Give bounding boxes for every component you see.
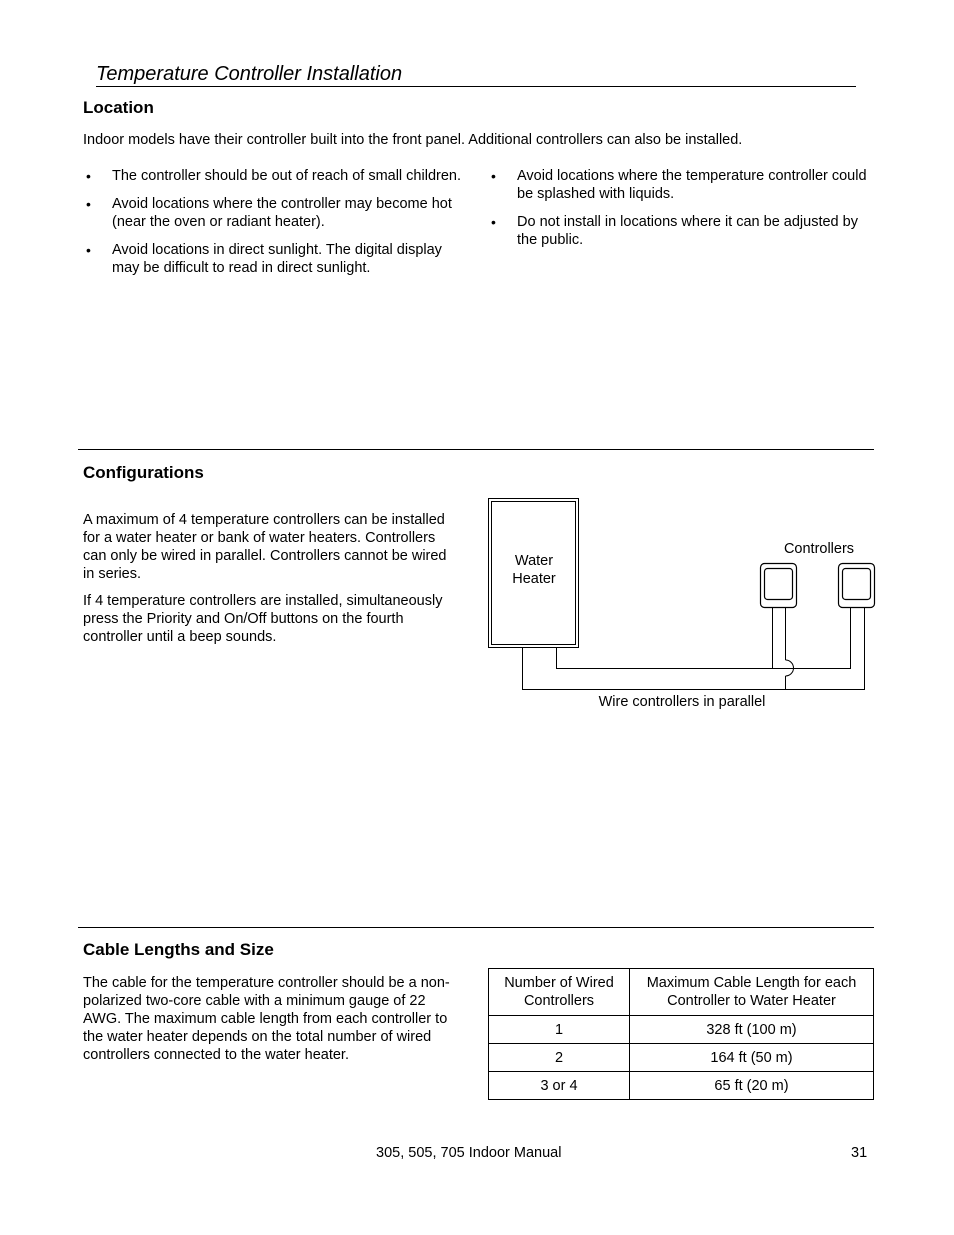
table-cell: 164 ft (50 m) <box>630 1044 874 1072</box>
table-cell: 1 <box>489 1016 630 1044</box>
table-row <box>489 1072 874 1100</box>
wires <box>523 608 865 690</box>
controller-1-display <box>765 569 793 600</box>
table-cell: 328 ft (100 m) <box>630 1016 874 1044</box>
location-intro: Indoor models have their controller built into the front panel. Additional controllers can also be installed. <box>83 132 743 148</box>
configurations-para-1: A maximum of 4 temperature controllers can be installed for a water heater or bank of water heaters. Controllers can only be wired in parallel. Controllers cannot be wired in series. <box>83 512 447 582</box>
table-header-row <box>489 969 874 1016</box>
page-title: Temperature Controller Installation <box>96 62 856 87</box>
heater-label-line2: Heater <box>512 571 556 587</box>
diagram-caption: Wire controllers in parallel <box>598 694 766 710</box>
list-item: • Do not install in locations where it can be adjusted by the public. <box>488 213 878 249</box>
table-cell: 3 or 4 <box>489 1072 630 1100</box>
configurations-heading: Configurations <box>83 463 204 482</box>
location-bullets-right <box>488 167 878 259</box>
footer-manual-name: 305, 505, 705 Indoor Manual <box>376 1145 562 1161</box>
section-divider <box>78 927 874 928</box>
wiring-diagram <box>480 490 880 720</box>
table-cell: 65 ft (20 m) <box>630 1072 874 1100</box>
table-row <box>489 1044 874 1072</box>
controllers-label: Controllers <box>783 541 855 557</box>
controller-2-display <box>843 569 871 600</box>
section-divider <box>78 449 874 450</box>
cable-heading: Cable Lengths and Size <box>83 940 274 959</box>
cable-para: The cable for the temperature controller should be a non-polarized two-core cable with a minimum gauge of 22 AWG. The maximum cable length from each controller to the water heater depends on the total number of wired controllers connected to the water heater. <box>83 975 450 1063</box>
list-item: • Avoid locations where the temperature controller could be splashed with liquids. <box>488 167 878 203</box>
location-heading: Location <box>83 98 154 117</box>
cable-length-table <box>488 968 874 1100</box>
location-bullets-left <box>83 167 463 287</box>
table-header-cell: Number of Wired Controllers <box>489 969 630 1016</box>
table-cell: 2 <box>489 1044 630 1072</box>
list-item: • Avoid locations where the controller may become hot (near the oven or radiant heater). <box>83 195 463 231</box>
footer-page-number: 31 <box>851 1145 868 1161</box>
table-row <box>489 1016 874 1044</box>
list-item: • Avoid locations in direct sunlight. The digital display may be difficult to read in direct sunlight. <box>83 241 463 277</box>
list-item: • The controller should be out of reach of small children. <box>83 167 463 185</box>
table-header-cell: Maximum Cable Length for each Controller to Water Heater <box>630 969 874 1016</box>
heater-label-line1: Water <box>514 553 554 569</box>
configurations-para-2: If 4 temperature controllers are installed, simultaneously press the Priority and On/Off buttons on the fourth controller until a beep sounds. <box>83 593 443 645</box>
